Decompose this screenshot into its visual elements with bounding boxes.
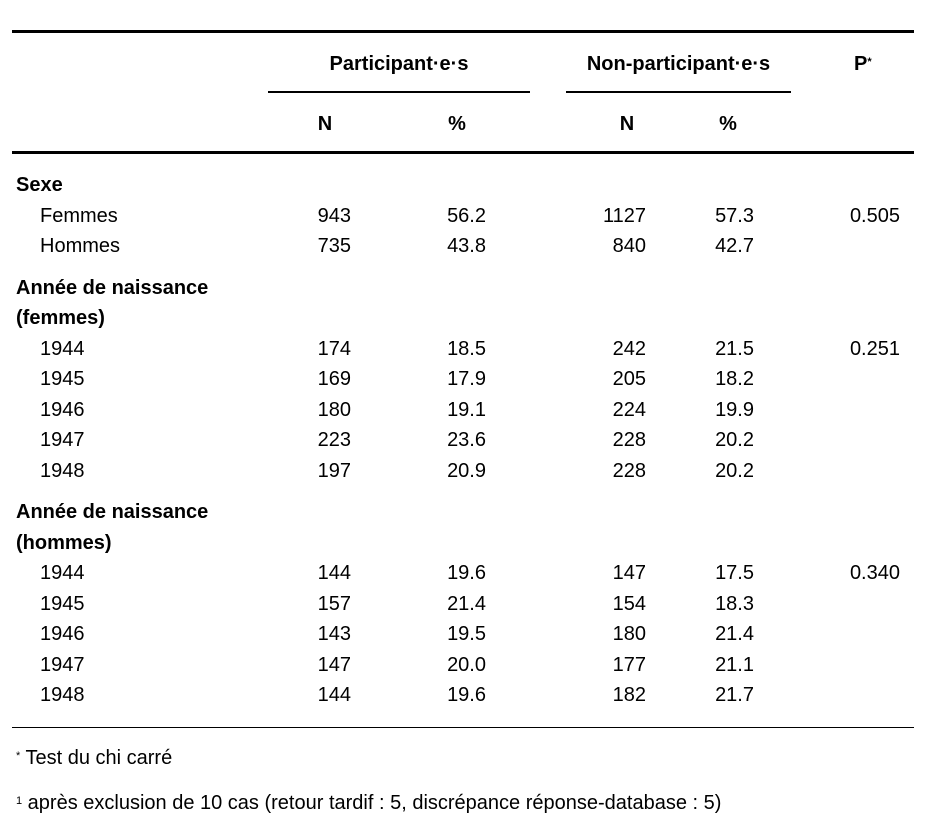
cell-n-nonparticipants: 205	[612, 368, 646, 390]
cell-pct-participants: 19.6	[447, 562, 486, 584]
row-label: 1944	[40, 337, 85, 360]
top-rule	[12, 30, 914, 33]
cell-n-nonparticipants: 1127	[602, 204, 646, 227]
cell-n-participants: 143	[317, 623, 351, 645]
cell-pct-nonparticipants: 21.4	[715, 623, 754, 645]
row-label: 1947	[40, 653, 85, 676]
cell-pct-nonparticipants: 17.5	[715, 562, 754, 584]
cell-n-participants: 144	[317, 684, 351, 706]
cell-n-nonparticipants: 180	[612, 623, 646, 645]
cell-pct-participants: 43.8	[447, 235, 486, 257]
row-label: 1948	[40, 459, 85, 482]
cell-n-nonparticipants: 177	[612, 653, 646, 676]
pct-header-participants: %	[448, 113, 466, 135]
section-title: Année de naissance	[16, 276, 209, 299]
header-rule	[12, 151, 914, 154]
cell-pct-nonparticipants: 57.3	[715, 204, 754, 227]
cell-pct-participants: 20.9	[447, 459, 486, 482]
cell-n-participants: 157	[317, 592, 351, 615]
p-footnote-marker: *	[867, 56, 872, 68]
cell-pct-participants: 19.6	[447, 684, 486, 706]
row-label: 1948	[40, 684, 85, 706]
cell-pct-participants: 19.5	[447, 623, 486, 645]
cell-n-nonparticipants: 228	[612, 429, 646, 451]
cell-n-nonparticipants: 154	[612, 592, 646, 615]
cell-n-participants: 169	[317, 368, 351, 390]
cell-n-participants: 735	[317, 235, 351, 257]
row-label: 1946	[40, 623, 85, 645]
cell-n-participants: 943	[317, 204, 351, 227]
cell-n-participants: 223	[317, 429, 351, 451]
row-label: 1945	[40, 592, 85, 615]
participants-underline	[268, 91, 530, 93]
section-title: Sexe	[16, 174, 63, 196]
cell-pct-participants: 18.5	[447, 337, 486, 360]
cell-n-participants: 174	[317, 337, 351, 360]
n-header-participants: N	[317, 113, 333, 135]
n-header-nonparticipants: N	[619, 113, 635, 135]
cell-pct-participants: 20.0	[447, 653, 486, 676]
row-label: 1947	[40, 429, 85, 451]
nonparticipants-header: Non-participant·e·s	[586, 53, 771, 75]
cell-pct-participants: 21.4	[447, 592, 486, 615]
cell-n-participants: 180	[317, 398, 351, 421]
cell-pct-participants: 56.2	[447, 204, 486, 227]
cell-pct-nonparticipants: 20.2	[715, 459, 754, 482]
cell-pct-nonparticipants: 18.2	[715, 368, 754, 390]
cell-n-nonparticipants: 224	[612, 398, 646, 421]
pct-header-nonparticipants: %	[719, 113, 737, 135]
cell-n-nonparticipants: 840	[612, 235, 646, 257]
cell-n-participants: 147	[317, 653, 351, 676]
cell-p-value: 0.505	[849, 204, 900, 227]
cell-p-value: 0.251	[849, 337, 900, 360]
row-label: 1944	[40, 562, 85, 584]
section-title: (hommes)	[16, 531, 112, 554]
cell-pct-participants: 19.1	[447, 398, 486, 421]
participants-header: Participant·e·s	[329, 53, 469, 75]
footnote-exclusion: $^1$ après exclusion de 10 cas (retour tardif : 5, discrépance réponse-database : 5)	[16, 792, 722, 814]
cell-n-nonparticipants: 228	[612, 459, 646, 482]
cell-pct-nonparticipants: 42.7	[715, 235, 754, 257]
section-title: Année de naissance	[16, 501, 209, 523]
p-value-header: P*	[854, 53, 872, 75]
cell-p-value: 0.340	[849, 562, 900, 584]
row-label: 1946	[40, 398, 85, 421]
cell-pct-participants: 17.9	[447, 368, 486, 390]
cell-n-participants: 197	[317, 459, 351, 482]
cell-pct-participants: 23.6	[447, 429, 486, 451]
cell-pct-nonparticipants: 21.5	[715, 337, 754, 360]
section-title: (femmes)	[16, 307, 105, 329]
nonparticipants-underline	[566, 91, 791, 93]
cell-n-nonparticipants: 182	[612, 684, 646, 706]
cell-n-nonparticipants: 242	[612, 337, 646, 360]
footnote-chi-square: * Test du chi carré	[16, 747, 173, 769]
row-label: Hommes	[40, 235, 121, 257]
cell-pct-nonparticipants: 21.7	[715, 684, 754, 706]
bottom-rule	[12, 727, 914, 728]
row-label: Femmes	[40, 204, 118, 227]
cell-n-participants: 144	[317, 562, 351, 584]
cell-pct-nonparticipants: 20.2	[715, 429, 754, 451]
cell-pct-nonparticipants: 18.3	[715, 592, 754, 615]
row-label: 1945	[40, 368, 85, 390]
cell-pct-nonparticipants: 21.1	[715, 653, 754, 676]
cell-n-nonparticipants: 147	[612, 562, 646, 584]
cell-pct-nonparticipants: 19.9	[715, 398, 754, 421]
